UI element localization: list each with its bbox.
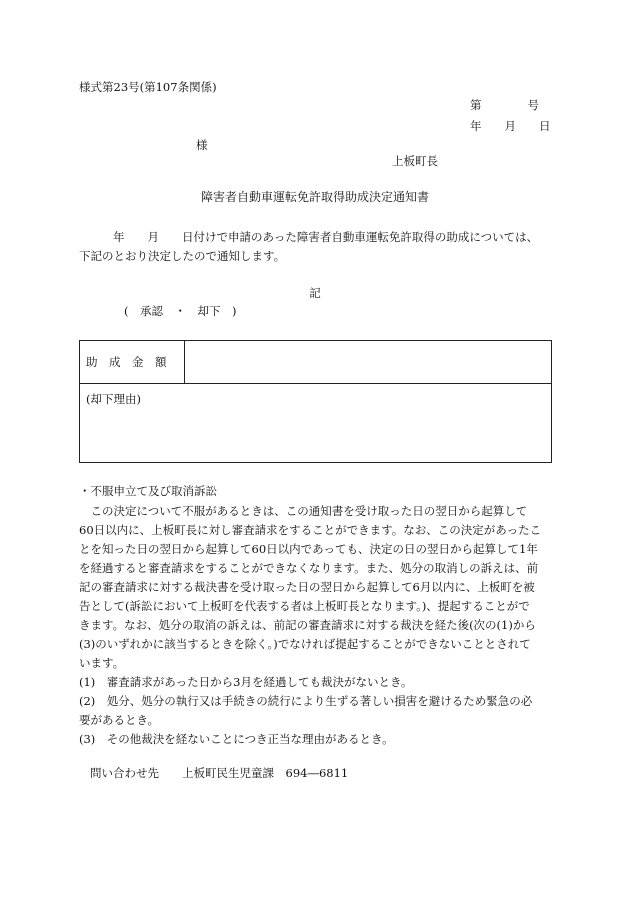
appeal-heading: ・不服申立て及び取消訴訟 [79, 484, 217, 498]
appeal-item-1: (1) 審査請求があった日から3月を経過しても裁決がないとき。 [79, 675, 413, 689]
decision-options: ( 承認 ・ 却下 ) [124, 304, 237, 318]
rejection-reason-label: (却下理由) [86, 392, 141, 406]
body-text-line-1: 年 月 日付けで申請のあった障害者自動車運転免許取得の助成については、 [113, 230, 539, 244]
document-number: 第 号 [470, 98, 539, 112]
grant-table [79, 340, 552, 463]
appeal-paragraph-line: 告として(訴訟において上板町を代表する者は上板町長となります。)、提起することがで [79, 599, 530, 613]
addressee: 様 [196, 138, 208, 152]
appeal-paragraph-line: を経過すると審査請求をすることができなくなります。また、処分の取消しの訴えは、前 [79, 561, 539, 575]
appeal-paragraph-line: 記の審査請求に対する裁決書を受け取った日の翌日から起算して6月以内に、上板町を被 [79, 580, 535, 594]
document-title: 障害者自動車運転免許取得助成決定通知書 [200, 190, 429, 204]
appeal-paragraph-line: います。 [79, 656, 125, 670]
document-date: 年 月 日 [470, 119, 551, 133]
appeal-paragraph-line: きます。なお、処分の取消の訴えは、前記の審査請求に対する裁決を経た後(次の(1)から [79, 618, 536, 632]
ki-heading: 記 [309, 286, 321, 300]
appeal-paragraph-line: (3)のいずれかに該当するときを除く。)でなければ提起することができないこととされて [79, 637, 531, 651]
appeal-paragraph-line: 60日以内に、上板町長に対し審査請求をすることができます。なお、この決定があったこ [79, 523, 542, 537]
appeal-item-2-continued: 要があるとき。 [79, 713, 160, 727]
appeal-paragraph-line: とを知った日の翌日から起算して60日以内であっても、決定の日の翌日から起算して1年 [79, 542, 538, 556]
amount-row [80, 341, 551, 384]
appeal-paragraph-line: この決定について不服があるときは、この通知書を受け取った日の翌日から起算して [79, 504, 528, 518]
form-number: 様式第23号(第107条関係) [79, 80, 217, 94]
appeal-item-3: (3) その他裁決を経ないことにつき正当な理由があるとき。 [79, 732, 394, 746]
issuer: 上板町長 [392, 154, 438, 168]
inquiry-contact: 問い合わせ先 上板町民生児童課 694―6811 [90, 766, 349, 780]
body-text-line-2: 下記のとおり決定したので通知します。 [79, 249, 286, 263]
appeal-item-2: (2) 処分、処分の執行又は手続きの続行により生ずる著しい損害を避けるため緊急の必 [79, 694, 533, 708]
amount-label: 助 成 金 額 [80, 341, 185, 383]
